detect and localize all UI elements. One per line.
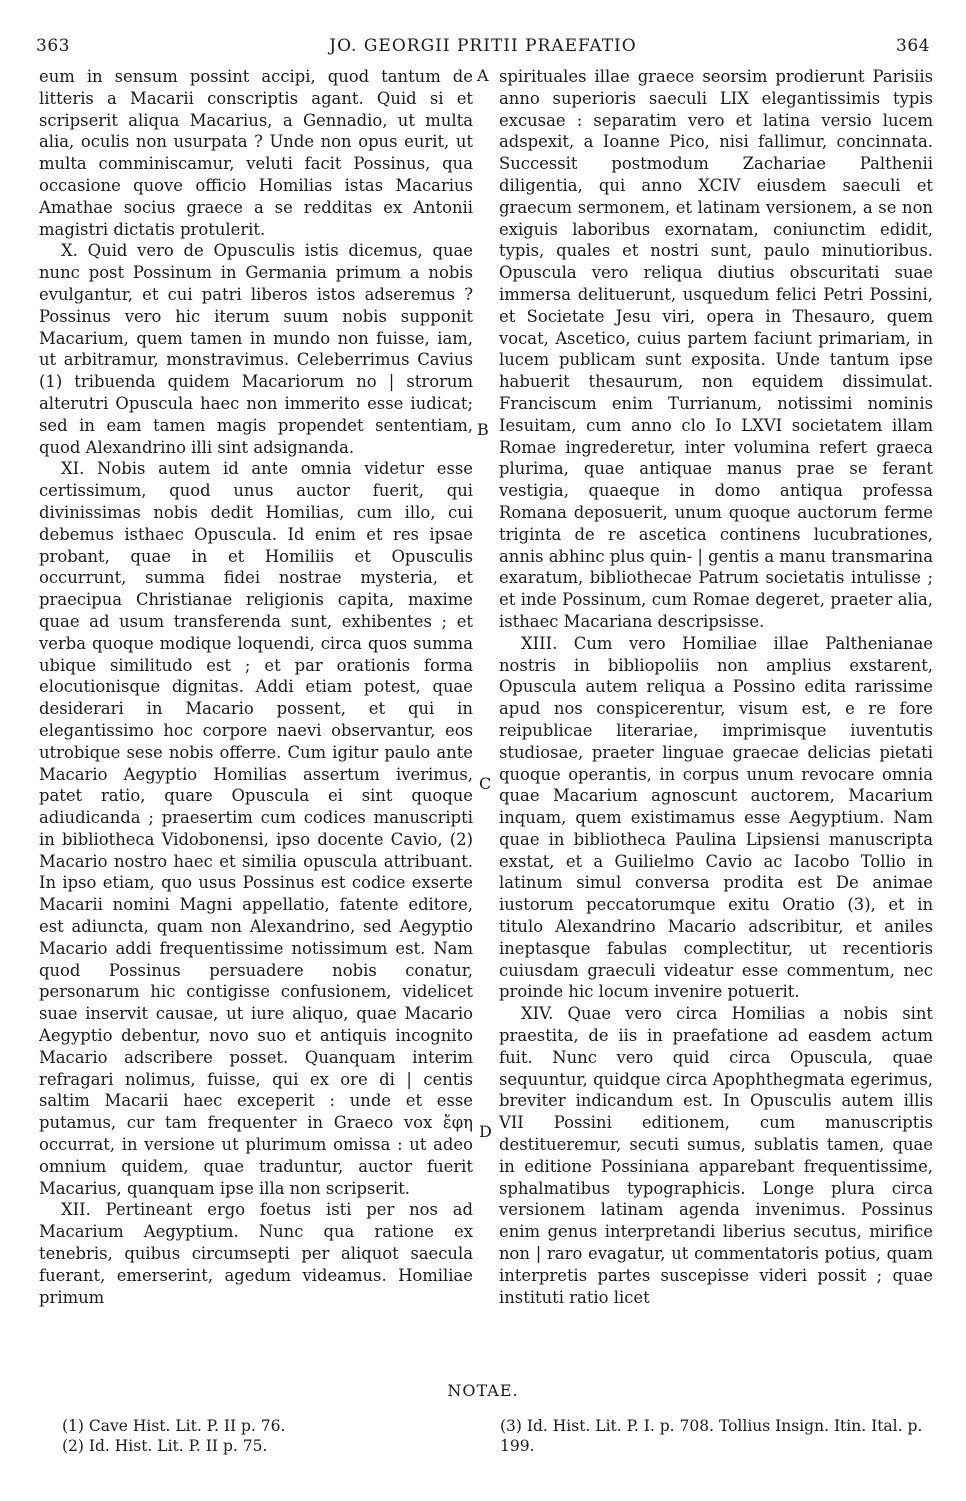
note-2: (2) Id. Hist. Lit. P. II p. 75. [62,1437,268,1455]
paragraph-continued: spirituales illae graece seorsim prodierunt Parisiis anno superioris saeculi LIX elegantissimis typis excusae : separatim vero et latina versio lucem adspexit, a Ioanne Pico, nisi fallimur, concinnata. Successit postmodum Zachariae Palthenii diligentia, qui anno XCIV eiusdem saeculi et graecum sermonem, et latinam versionem, a se non exiguis laboribus exornatam, coniunctim edidit, typis, quales et nostri sunt, paulo minutioribus. Opuscula vero reliqua diutius obscuritati suae immersa delituerunt, usquedum felici Petri Possini, et Societate Jesu viri, opera in Thesauro, quem vocat, Ascetico, cuius partem faciunt primariam, in lucem publicam sunt exposita. Unde tantum ipse habuerit thesaurum, non equidem dissimulat. Franciscum enim Turrianum, notissimi nominis Iesuitam, cum anno clo Io LXVI societatem illam Romae ingrederetur, inter volumina refert graeca plurima, quae antiquae manus prae se ferant vestigia, quaeque in domo antiqua professa Romana deposuerit, unum quoque auctorum ferme triginta de re ascetica continens lucubrationes, annis abhinc plus quin- | gentis a manu transmarina exaratum, bibliothecae Patrum societatis intulisse ; et inde Possinum, cum Romae degeret, praeter alia, isthaec Macariana descripsisse. [499,67,933,631]
page-header [36,36,930,62]
margin-marker-d: D [479,1122,492,1141]
margin-marker-c: C [479,774,492,793]
paragraph-xii: XII. Pertineant ergo foetus isti per nos ad Macarium Aegyptium. Nunc qua ratione ex tenebris, quibus circumsepti per aliquot saecula fuerant, emerserint, agedum videamus. Homiliae primum [39,1200,473,1307]
left-column [39,66,473,1308]
paragraph-xi: XI. Nobis autem id ante omnia videtur esse certissimum, quod unus auctor fuerit, qui divinissimas nobis dedit Homilias, cum illo, cui debemus isthaec Opuscula. Id enim et res ipsae probant, quae in et Homiliis et Opusculis occurrunt, summa fidei nostrae mysteria, et praecipua Christianae religionis capita, maxime quae ad usum transferenda sunt, exhibentes ; et verba quoque modique loquendi, circa quos summa ubique similitudo est ; et par orationis forma elocutionisque dignitas. Addi etiam potest, quae desiderari in Macario possent, et qui in elegantissimo hoc corpore naevi observantur, eos utrobique sese nobis offerre. Cum igitur paulo ante Macario Aegyptio Homilias assertum iverimus, patet ratio, quare Opuscula ei sint quoque adiudicanda ; praesertim cum codices manuscripti in bibliotheca Vidobonensi, ipso docente Cavio, (2) Macario nostro haec et similia opuscula attribuant. In ipso etiam, quo usus Possinus est codice exserte Macarii nomini Magni appellatio, fatente editore, est adiuncta, quam non Alexandrino, sed Aegyptio Macario addi frequentissime notissimum est. Nam quod Possinus persuadere nobis conatur, personarum hic contigisse confusionem, videlicet suae inservit causae, ut iure aliquo, quae Macario Aegyptio debentur, novo suo et antiquis incognito Macario adscribere posset. Quanquam interim refragari nolimus, fuisse, qui ex ore di | centis saltim Macarii haec exceperit : unde et esse putamus, cur tam frequenter in Graeco vox ἔφη occurrat, in versione ut plurimum omissa : ut adeo omnium quidem, quae traduntur, auctor fuerit Macarius, quanquam ipse illa non scripserit. [39,459,473,1198]
note-1: (1) Cave Hist. Lit. P. II p. 76. [62,1417,286,1435]
paragraph-x: X. Quid vero de Opusculis istis dicemus, quae nunc post Possinum in Germania primum a nobis evulgantur, et cui patri liberos istos adseremus ? Possinus vero hic iterum suum nobis supponit Macarium, quem tamen in mundo non fuisse, iam, ut arbitramur, monstravimus. Celeberrimus Cavius (1) tribuenda quidem Macariorum no | strorum alterutri Opuscula haec non immerito esse iudicat; sed in eam tamen magis propendet sententiam, quod Alexandrino illi sint adsignanda. [39,241,473,457]
running-title: JO. GEORGII PRITII PRAEFATIO [329,36,637,56]
notes-left [62,1416,462,1456]
notes-heading: NOTAE. [447,1381,519,1400]
right-page-number: 364 [896,36,930,56]
paragraph-xiii: XIII. Cum vero Homiliae illae Palthenianae nostris in bibliopoliis non amplius exstarent, Opuscula autem reliqua a Possino edita rarissime apud nos conspicerentur, visum est, e re fore reipublicae literariae, imprimisque iuventutis studiosae, praeter linguae graecae delicias pietati quoque operantis, in corpus unum revocare omnia quae Macarium agnoscunt auctorem, Macarium inquam, quem existimamus esse Aegyptium. Nam quae in bibliotheca Paulina Lipsiensi manuscripta exstat, et a Guilielmo Cavio ac Iacobo Tollio in latinum simul conversa prodita est De animae iustorum peccatorumque exitu Oratio (3), et in titulo Alexandrino Macario adscribitur, et aniles ineptasque fabulas complectitur, ut recentioris cuiusdam graeculi videatur esse commentum, nec proinde hic locum invenire potuerit. [499,633,933,1002]
left-page-number: 363 [36,36,70,56]
right-column [499,66,933,1308]
paragraph-xiv: XIV. Quae vero circa Homilias a nobis sint praestita, de iis in praefatione ad easdem actum fuit. Nunc vero quid circa Opuscula, quae sequuntur, quidque circa Apophthegmata egerimus, breviter indicandum est. In Opusculis autem illis VII Possini editionem, cum manuscriptis destitueremur, secuti sumus, sublatis tamen, quae in editione Possiniana apparebant frequentissime, sphalmatibus typographicis. Longe plura circa versionem latinam agenda invenimus. Possinus enim genus interpretandi liberius secutus, mirifice non | raro evagatur, ut commentatoris potius, quam interpretis partes suscepisse videri possit ; quae instituti ratio licet [499,1004,933,1307]
note-3: (3) Id. Hist. Lit. P. I. p. 708. Tollius Insign. Itin. Ital. p. 199. [500,1417,923,1455]
paragraph-intro: eum in sensum possint accipi, quod tantum de litteris a Macarii conscriptis agant. Quid si et scripserit aliqua Macarius, a Gennadio, ut multa alia, oculis non usurpata ? Unde non opus eurit, ut multa comminiscamur, veluti facit Possinus, qua occasione quove officio Homilias istas Macarius Amathae socius graece a se redditas ex Antonii magistri dictatis protulerit. [39,67,473,239]
margin-marker-b: B [477,420,489,439]
notes-right [500,1416,930,1456]
margin-marker-a: A [477,66,489,85]
